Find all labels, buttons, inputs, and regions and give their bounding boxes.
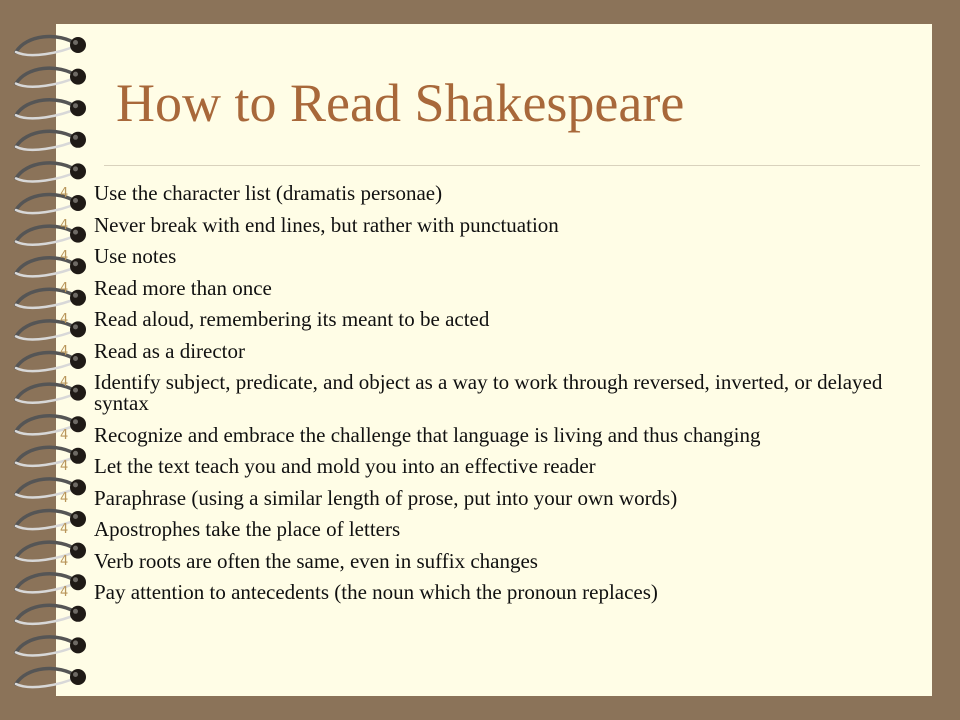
- list-item-text: Let the text teach you and mold you into an effective reader: [94, 454, 596, 478]
- list-item-text: Apostrophes take the place of letters: [94, 517, 401, 541]
- bullet-icon: 4: [60, 280, 69, 296]
- bullet-icon: 4: [60, 217, 69, 233]
- list-item-text: Read more than once: [94, 275, 272, 300]
- spiral-ring-icon: [16, 163, 86, 182]
- list-item: [58, 548, 898, 573]
- spiral-ring-icon: [16, 37, 86, 56]
- bullet-icon: 4: [60, 312, 69, 327]
- list-item-text: Read aloud, remembering its meant to be acted: [94, 307, 490, 331]
- bullet-icon: 4: [60, 427, 69, 443]
- slide-title: How to Read Shakespeare: [116, 73, 685, 133]
- bullet-icon: 4: [60, 490, 69, 506]
- list-item: [58, 422, 898, 447]
- list-item: [58, 246, 898, 267]
- spiral-ring-icon: [16, 669, 86, 688]
- bullet-icon: 4: [60, 522, 69, 537]
- list-item: [58, 519, 898, 540]
- list-item-text: Verb roots are often the same, even in suffix changes: [94, 548, 538, 573]
- list-item: [58, 582, 898, 603]
- list-item-text: Paraphrase (using a similar length of prose, put into your own words): [94, 485, 678, 510]
- bullet-icon: 4: [60, 459, 69, 474]
- spiral-ring-icon: [16, 100, 86, 119]
- list-item-text: Use the character list (dramatis personae): [94, 181, 443, 205]
- list-item-text: Read as a director: [94, 338, 246, 363]
- bullet-icon: 4: [60, 343, 69, 359]
- list-item: [58, 183, 898, 204]
- list-item: [58, 275, 898, 300]
- list-item: [58, 372, 898, 414]
- spiral-ring-icon: [16, 637, 86, 656]
- list-item-text: Recognize and embrace the challenge that language is living and thus changing: [94, 422, 761, 447]
- bullet-icon: 4: [60, 375, 69, 390]
- spiral-ring-icon: [16, 131, 86, 150]
- list-item: [58, 338, 898, 363]
- bullet-icon: 4: [60, 585, 69, 600]
- list-item-text: Use notes: [94, 244, 177, 268]
- list-item-text: Pay attention to antecedents (the noun which the pronoun replaces): [94, 580, 658, 604]
- list-item: [58, 456, 898, 477]
- list-item: [58, 309, 898, 330]
- spiral-ring-icon: [16, 68, 86, 87]
- bullet-icon: 4: [60, 553, 69, 569]
- bullet-icon: 4: [60, 186, 69, 201]
- list-item-text: Never break with end lines, but rather with punctuation: [94, 212, 559, 237]
- bullet-list: [58, 183, 898, 614]
- list-item-text: Identify subject, predicate, and object as a way to work through reversed, inverted, or delayed syntax: [94, 370, 883, 415]
- list-item: [58, 212, 898, 237]
- title-divider: [104, 165, 920, 166]
- list-item: [58, 485, 898, 510]
- bullet-icon: 4: [60, 249, 69, 264]
